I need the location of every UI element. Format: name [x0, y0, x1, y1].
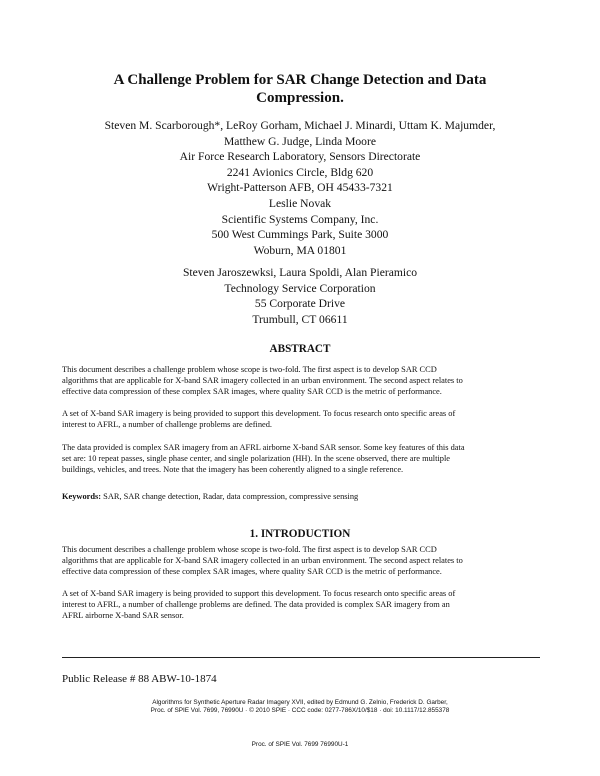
keywords-text: SAR, SAR change detection, Radar, data compression, compressive sensing — [101, 492, 359, 501]
text-line: The data provided is complex SAR imagery from an AFRL airborne X-band SAR sensor. Some key features of this data — [62, 443, 465, 452]
title-line-1: A Challenge Problem for SAR Change Detection and Data — [113, 72, 487, 88]
text-line: interest to AFRL, a number of challenge problems are defined. The data provided is complex SAR imagery from an — [62, 599, 450, 609]
introduction-paragraph-2 — [62, 589, 540, 621]
proceedings-citation — [60, 699, 540, 715]
introduction-heading: 1. INTRODUCTION — [249, 528, 351, 540]
affiliation-line: Technology Service Corporation — [224, 281, 376, 295]
paper-title — [60, 71, 540, 107]
text-line: effective data compression of these complex SAR images, where quality SAR CCD is the metric of performance. — [62, 386, 442, 396]
author-block-ssc — [40, 196, 560, 258]
text-line: This document describes a challenge problem whose scope is two-fold. The first aspect is to develop SAR CCD — [62, 545, 437, 554]
introduction-paragraph-1 — [62, 545, 540, 577]
address-line: 55 Corporate Drive — [254, 297, 346, 311]
address-line: 2241 Avionics Circle, Bldg 620 — [226, 165, 374, 179]
abstract-heading: ABSTRACT — [269, 343, 331, 355]
author-block-afrl — [40, 118, 560, 196]
footnote-divider — [62, 657, 540, 658]
text-line: interest to AFRL, a number of challenge problems are defined. — [62, 419, 273, 429]
text-line: algorithms that are applicable for X-band SAR imagery collected in an urban environment. The second aspect relates to — [62, 555, 463, 565]
affiliation-line: Scientific Systems Company, Inc. — [221, 212, 379, 226]
abstract-paragraph-2 — [62, 409, 540, 431]
address-line: 500 West Cummings Park, Suite 3000 — [211, 228, 389, 242]
abstract-paragraph-3 — [62, 443, 540, 475]
affiliation-line: Air Force Research Laboratory, Sensors Directorate — [179, 150, 421, 164]
text-line: A set of X-band SAR imagery is being provided to support this development. To focus research onto specific areas of — [62, 589, 456, 598]
author-line: Steven Jaroszewksi, Laura Spoldi, Alan Pieramico — [182, 266, 418, 279]
text-line: algorithms that are applicable for X-band SAR imagery collected in an urban environment. The second aspect relates to — [62, 375, 463, 385]
title-line-2: Compression. — [256, 90, 344, 106]
text-line: effective data compression of these complex SAR images, where quality SAR CCD is the metric of performance. — [62, 566, 442, 576]
keywords — [62, 492, 540, 503]
author-line: Steven M. Scarborough*, LeRoy Gorham, Michael J. Minardi, Uttam K. Majumder, — [104, 119, 496, 132]
citation-line-1: Algorithms for Synthetic Aperture Radar Imagery XVII, edited by Edmund G. Zelnio, Frederick D. Garber, — [152, 699, 448, 706]
address-line: Woburn, MA 01801 — [253, 243, 347, 257]
address-line: Trumbull, CT 06611 — [252, 312, 348, 326]
text-line: set are: 10 repeat passes, single phase center, and single polarization (HH). In the scene observed, there are multiple — [62, 453, 451, 463]
page-number: Proc. of SPIE Vol. 7699 76990U-1 — [251, 741, 349, 748]
author-block-tsc — [40, 265, 560, 327]
author-line: Leslie Novak — [268, 197, 332, 210]
text-line: This document describes a challenge problem whose scope is two-fold. The first aspect is to develop SAR CCD — [62, 365, 437, 374]
public-release-notice: Public Release # 88 ABW-10-1874 — [62, 673, 217, 685]
keywords-label: Keywords: — [62, 492, 102, 501]
abstract-paragraph-1 — [62, 365, 540, 397]
text-line: AFRL airborne X-band SAR sensor. — [62, 610, 184, 620]
citation-line-2: Proc. of SPIE Vol. 7699, 76990U · © 2010 SPIE · CCC code: 0277-786X/10/$18 · doi: 10.1117/12.855378 — [150, 707, 450, 715]
author-line: Matthew G. Judge, Linda Moore — [224, 134, 376, 148]
text-line: A set of X-band SAR imagery is being provided to support this development. To focus research onto specific areas of — [62, 409, 456, 418]
text-line: buildings, vehicles, and trees. Note that the imagery has been coherently aligned to a single reference. — [62, 464, 404, 474]
address-line: Wright-Patterson AFB, OH 45433-7321 — [207, 181, 393, 195]
